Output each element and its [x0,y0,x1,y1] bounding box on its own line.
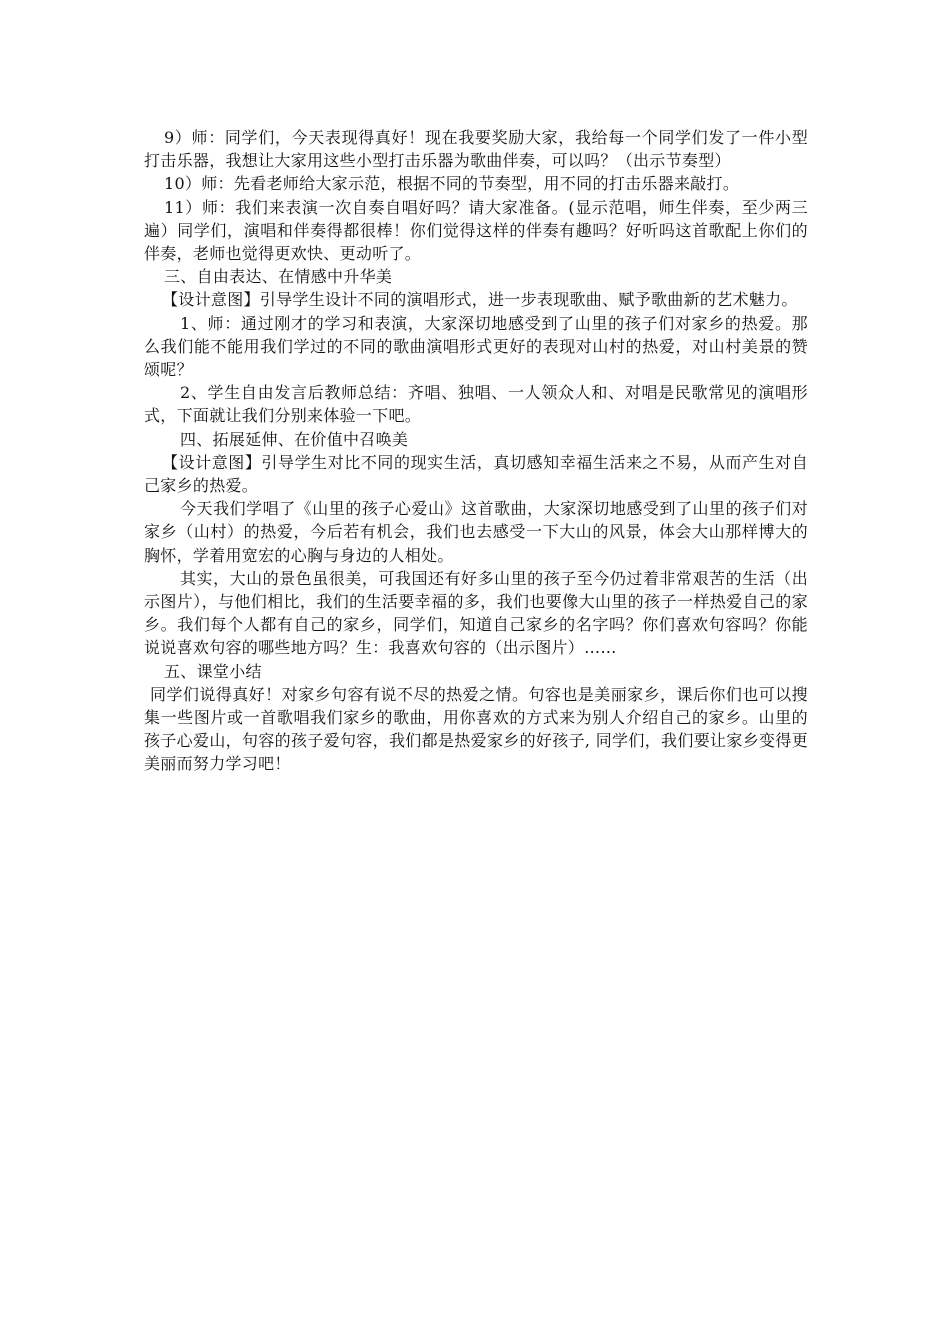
paragraph-4-1: 今天我们学唱了《山里的孩子心爱山》这首歌曲，大家深切地感受到了山里的孩子们对家乡（山村）的热爱，今后若有机会，我们也去感受一下大山的风景，体会大山那样博大的胸怀，学着用宽宏的心胸与身边的人相处。 [144,499,808,565]
paragraph-step-9: 9）师：同学们，今天表现得真好！现在我要奖励大家，我给每一个同学们发了一件小型打击乐器，我想让大家用这些小型打击乐器为歌曲伴奏，可以吗？（出示节奏型） [144,128,808,171]
paragraph-step-10: 10）师：先看老师给大家示范，根据不同的节奏型，用不同的打击乐器来敲打。 [164,174,740,194]
paragraph-step-11: 11）师：我们来表演一次自奏自唱好吗？请大家准备。(显示范唱，师生伴奏，至少两三遍）同学们，演唱和伴奏得都很棒！你们觉得这样的伴奏有趣吗？好听吗这首歌配上你们的伴奏，老师也觉得更欢快、更动听了。 [144,197,808,264]
design-intent-4: 【设计意图】引导学生对比不同的现实生活，真切感知幸福生活来之不易，从而产生对自己家乡的热爱。 [144,452,808,496]
paragraph-summary: 同学们说得真好！对家乡句容有说不尽的热爱之情。句容也是美丽家乡，课后你们也可以搜集一些图片或一首歌唱我们家乡的歌曲，用你喜欢的方式来为别人介绍自己的家乡。山里的孩子心爱山，句容的孩子爱句容，我们都是热爱家乡的好孩子, 同学们，我们要让家乡变得更美丽而努力学习吧！ [144,684,808,774]
paragraph-3-1: 1、师：通过刚才的学习和表演，大家深切地感受到了山里的孩子们对家乡的热爱。那么我们能不能用我们学过的不同的歌曲演唱形式更好的表现对山村的热爱，对山村美景的赞颂呢？ [144,313,808,380]
document-page [144,126,808,776]
section-heading-3: 三、自由表达、在情感中升华美 [164,267,393,287]
section-heading-5: 五、课堂小结 [164,661,262,681]
paragraph-4-2: 其实，大山的景色虽很美，可我国还有好多山里的孩子至今仍过着非常艰苦的生活（出示图片），与他们相比，我们的生活要幸福的多，我们也要像大山里的孩子一样热爱自己的家乡。我们每个人都有自己的家乡，同学们，知道自己家乡的名字吗？你们喜欢句容吗？你能说说喜欢句容的哪些地方吗？生：我喜欢句容的（出示图片）…… [144,568,808,658]
section-heading-4: 四、拓展延伸、在价值中召唤美 [180,429,409,449]
paragraph-3-2: 2、学生自由发言后教师总结：齐唱、独唱、一人领众人和、对唱是民歌常见的演唱形式，下面就让我们分别来体验一下吧。 [144,383,808,426]
design-intent-3: 【设计意图】引导学生设计不同的演唱形式，进一步表现歌曲、赋予歌曲新的艺术魅力。 [162,290,798,310]
